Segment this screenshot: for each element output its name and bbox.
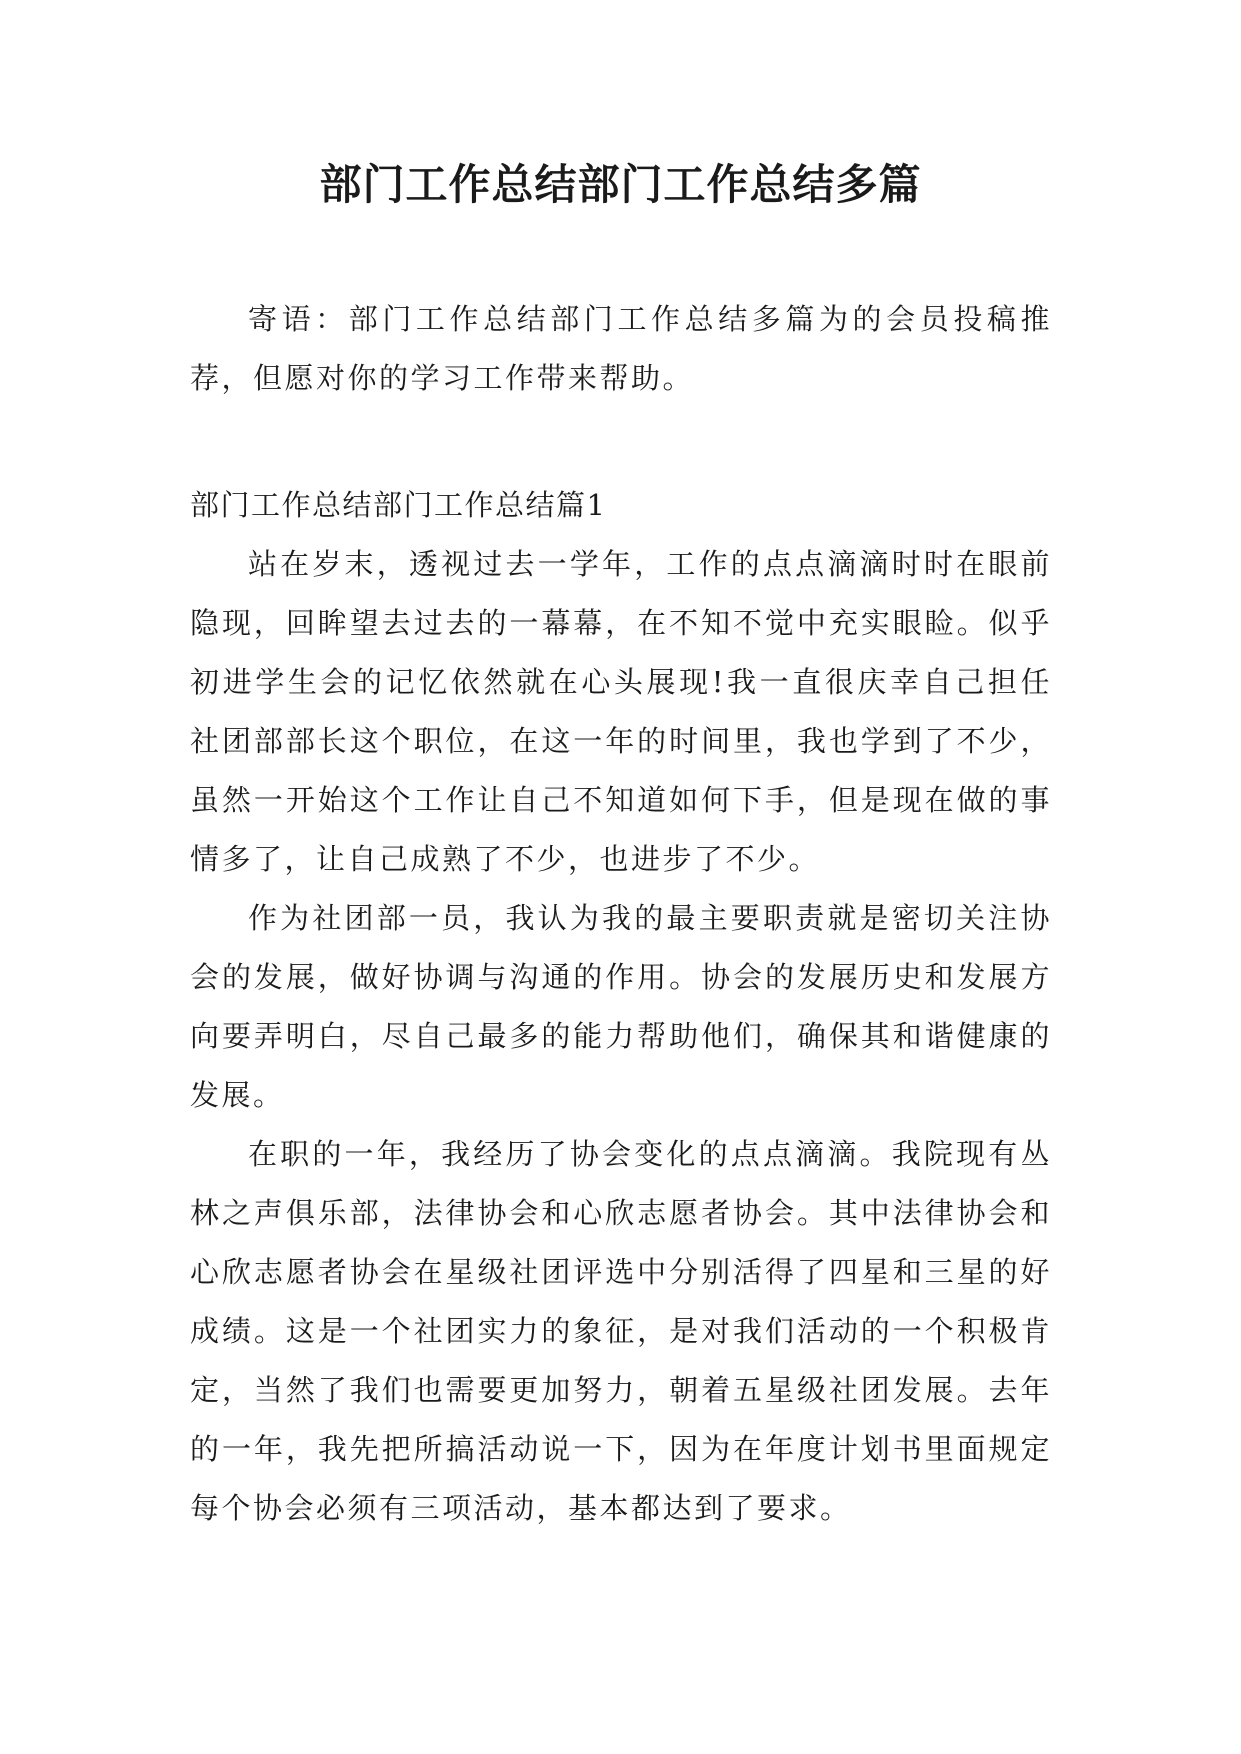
- section-heading: 部门工作总结部门工作总结篇1: [190, 488, 607, 522]
- body-paragraph: 在职的一年，我经历了协会变化的点点滴滴。我院现有丛林之声俱乐部，法律协会和心欣志愿者协会。其中法律协会和心欣志愿者协会在星级社团评选中分别活得了四星和三星的好成绩。这是一个社团实力的象征，是对我们活动的一个积极肯定，当然了我们也需要更加努力，朝着五星级社团发展。去年的一年，我先把所搞活动说一下，因为在年度计划书里面规定每个协会必须有三项活动，基本都达到了要求。: [190, 1137, 1052, 1525]
- document-title: 部门工作总结部门工作总结多篇: [319, 160, 922, 209]
- body-paragraph: 作为社团部一员，我认为我的最主要职责就是密切关注协会的发展，做好协调与沟通的作用。协会的发展历史和发展方向要弄明白，尽自己最多的能力帮助他们，确保其和谐健康的发展。: [190, 901, 1052, 1112]
- intro-paragraph: 寄语：部门工作总结部门工作总结多篇为的会员投稿推荐，但愿对你的学习工作带来帮助。: [190, 302, 1052, 395]
- document-body: [190, 290, 1052, 1538]
- body-paragraph: 站在岁末，透视过去一学年，工作的点点滴滴时时在眼前隐现，回眸望去过去的一幕幕，在不知不觉中充实眼睑。似乎初进学生会的记忆依然就在心头展现!我一直很庆幸自己担任社团部部长这个职位，在这一年的时间里，我也学到了不少，虽然一开始这个工作让自己不知道如何下手，但是现在做的事情多了，让自己成熟了不少，也进步了不少。: [190, 547, 1052, 876]
